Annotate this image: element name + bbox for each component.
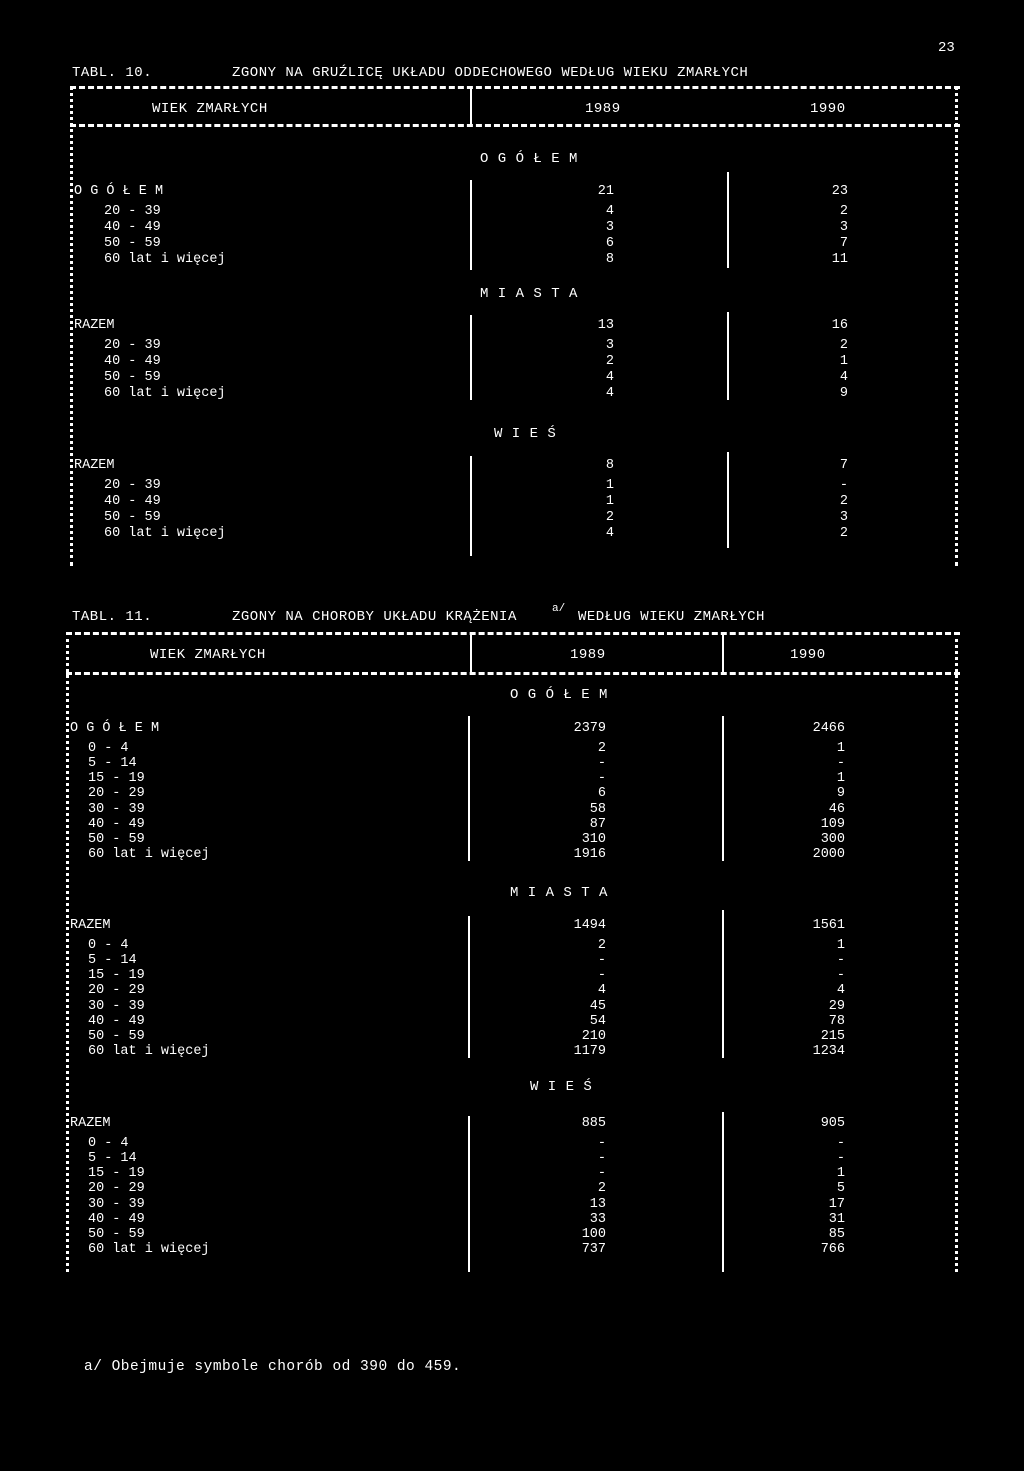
cell-1990: 2466 — [812, 721, 845, 736]
row-label: 0 - 4 — [88, 938, 129, 954]
cell-1990: 9 — [836, 786, 845, 802]
table11-header-1989: 1989 — [570, 647, 606, 663]
cell-1989: 2 — [605, 510, 614, 525]
cell-1990: 23 — [831, 184, 848, 199]
row-label: 50 - 59 — [104, 510, 161, 525]
cell-1989: 58 — [589, 801, 606, 817]
cell-1990: - — [836, 1151, 845, 1167]
row-label: 15 - 19 — [88, 1166, 145, 1182]
row-label: 60 lat i więcej — [104, 386, 226, 401]
row-label: 5 - 14 — [88, 953, 137, 969]
cell-1990: 1 — [839, 354, 848, 369]
row-label: RAZEM — [74, 458, 115, 473]
row-label: 50 - 59 — [104, 370, 161, 385]
cell-1989: - — [597, 771, 606, 787]
row-label: 5 - 14 — [88, 756, 137, 772]
cell-1989: 885 — [581, 1116, 606, 1131]
cell-1989: 210 — [581, 1028, 606, 1044]
row-label: 20 - 29 — [88, 983, 145, 999]
row-label: 30 - 39 — [88, 801, 145, 817]
cell-1990: 2 — [839, 204, 848, 219]
cell-1990: 7 — [839, 458, 848, 473]
cell-1990: - — [839, 478, 848, 493]
table11-header-1990: 1990 — [790, 647, 826, 663]
cell-1989: 45 — [589, 998, 606, 1014]
cell-1990: 215 — [820, 1028, 845, 1044]
row-label: RAZEM — [70, 918, 111, 933]
row-label: 20 - 39 — [104, 338, 161, 353]
cell-1989: - — [597, 1136, 606, 1152]
cell-1989: - — [597, 756, 606, 772]
cell-1989: 6 — [597, 786, 606, 802]
section-heading: W I E Ś — [530, 1079, 593, 1095]
cell-1990: 1 — [836, 741, 845, 757]
cell-1989: 2 — [597, 741, 606, 757]
row-label: O G Ó Ł E M — [70, 721, 160, 736]
cell-1990: 17 — [828, 1196, 845, 1212]
cell-1990: 3 — [839, 510, 848, 525]
cell-1989: 13 — [589, 1196, 606, 1212]
row-label: 40 - 49 — [104, 494, 161, 509]
cell-1989: 1 — [605, 478, 614, 493]
cell-1990: - — [836, 1136, 845, 1152]
table10-header-age: WIEK ZMARŁYCH — [152, 101, 268, 117]
row-label: 20 - 29 — [88, 1181, 145, 1197]
row-label: 50 - 59 — [88, 1226, 145, 1242]
cell-1990: 2 — [839, 526, 848, 541]
cell-1990: 905 — [820, 1116, 845, 1131]
cell-1989: 1 — [605, 494, 614, 509]
cell-1989: - — [597, 953, 606, 969]
row-label: 20 - 29 — [88, 786, 145, 802]
row-label: 30 - 39 — [88, 1196, 145, 1212]
cell-1990: 9 — [839, 386, 848, 401]
cell-1989: 1916 — [573, 846, 606, 862]
cell-1990: 29 — [828, 998, 845, 1014]
row-label: RAZEM — [70, 1116, 111, 1131]
page-number: 23 — [938, 40, 955, 56]
table11-header-age: WIEK ZMARŁYCH — [150, 647, 266, 663]
row-label: 50 - 59 — [88, 831, 145, 847]
cell-1990: 4 — [836, 983, 845, 999]
row-label: 40 - 49 — [104, 354, 161, 369]
footnote: a/ Obejmuje symbole chorób od 390 do 459. — [84, 1359, 462, 1375]
section-heading: M I A S T A — [510, 885, 608, 901]
cell-1989: 4 — [605, 526, 614, 541]
row-label: 60 lat i więcej — [104, 252, 226, 267]
row-label: 20 - 39 — [104, 478, 161, 493]
cell-1990: 46 — [828, 801, 845, 817]
row-label: 15 - 19 — [88, 968, 145, 984]
row-label: 15 - 19 — [88, 771, 145, 787]
cell-1990: 31 — [828, 1211, 845, 1227]
row-label: 40 - 49 — [104, 220, 161, 235]
cell-1989: 54 — [589, 1013, 606, 1029]
cell-1989: 737 — [581, 1241, 606, 1257]
row-label: 40 - 49 — [88, 816, 145, 832]
row-label: 60 lat i więcej — [88, 846, 210, 862]
cell-1989: 4 — [605, 370, 614, 385]
cell-1989: 310 — [581, 831, 606, 847]
cell-1989: 2 — [597, 1181, 606, 1197]
cell-1990: 7 — [839, 236, 848, 251]
row-label: 50 - 59 — [88, 1028, 145, 1044]
cell-1989: 2379 — [573, 721, 606, 736]
cell-1990: 1 — [836, 771, 845, 787]
cell-1989: 4 — [605, 204, 614, 219]
table10-title: ZGONY NA GRUŹLICĘ UKŁADU ODDECHOWEGO WEDŁUG WIEKU ZMARŁYCH — [232, 65, 749, 81]
row-label: 30 - 39 — [88, 998, 145, 1014]
cell-1990: 2 — [839, 494, 848, 509]
row-label: 50 - 59 — [104, 236, 161, 251]
cell-1989: 8 — [605, 458, 614, 473]
cell-1990: - — [836, 953, 845, 969]
cell-1990: - — [836, 756, 845, 772]
row-label: 0 - 4 — [88, 1136, 129, 1152]
table11-title-rest: WEDŁUG WIEKU ZMARŁYCH — [578, 609, 765, 625]
table10-header-1990: 1990 — [810, 101, 846, 117]
cell-1990: 1 — [836, 938, 845, 954]
row-label: 5 - 14 — [88, 1151, 137, 1167]
cell-1989: 6 — [605, 236, 614, 251]
cell-1990: - — [836, 968, 845, 984]
cell-1989: 87 — [589, 816, 606, 832]
section-heading: W I E Ś — [494, 426, 557, 442]
row-label: 20 - 39 — [104, 204, 161, 219]
table10-header-1989: 1989 — [585, 101, 621, 117]
cell-1990: 5 — [836, 1181, 845, 1197]
cell-1989: 4 — [605, 386, 614, 401]
cell-1989: - — [597, 968, 606, 984]
table11-footnote-marker: a/ — [552, 603, 566, 615]
cell-1989: 4 — [597, 983, 606, 999]
table11-title: ZGONY NA CHOROBY UKŁADU KRĄŻENIA — [232, 609, 517, 625]
cell-1990: 1 — [836, 1166, 845, 1182]
cell-1990: 2 — [839, 338, 848, 353]
cell-1990: 3 — [839, 220, 848, 235]
cell-1989: 1179 — [573, 1043, 606, 1059]
cell-1989: 8 — [605, 252, 614, 267]
row-label: 60 lat i więcej — [88, 1043, 210, 1059]
cell-1989: 3 — [605, 338, 614, 353]
cell-1990: 109 — [820, 816, 845, 832]
row-label: 40 - 49 — [88, 1013, 145, 1029]
cell-1989: 21 — [597, 184, 614, 199]
cell-1990: 300 — [820, 831, 845, 847]
cell-1989: 33 — [589, 1211, 606, 1227]
row-label: 60 lat i więcej — [88, 1241, 210, 1257]
cell-1990: 16 — [831, 318, 848, 333]
cell-1989: 13 — [597, 318, 614, 333]
row-label: O G Ó Ł E M — [74, 184, 164, 199]
cell-1990: 78 — [828, 1013, 845, 1029]
section-heading: O G Ó Ł E M — [480, 151, 578, 167]
cell-1989: 2 — [605, 354, 614, 369]
cell-1990: 2000 — [812, 846, 845, 862]
cell-1990: 1234 — [812, 1043, 845, 1059]
section-heading: M I A S T A — [480, 286, 578, 302]
table10-number: TABL. 10. — [72, 65, 153, 81]
cell-1989: 2 — [597, 938, 606, 954]
cell-1990: 11 — [831, 252, 848, 267]
row-label: 0 - 4 — [88, 741, 129, 757]
table11-number: TABL. 11. — [72, 609, 153, 625]
cell-1990: 85 — [828, 1226, 845, 1242]
cell-1989: - — [597, 1151, 606, 1167]
cell-1989: 1494 — [573, 918, 606, 933]
cell-1989: 3 — [605, 220, 614, 235]
cell-1990: 1561 — [812, 918, 845, 933]
row-label: RAZEM — [74, 318, 115, 333]
row-label: 40 - 49 — [88, 1211, 145, 1227]
row-label: 60 lat i więcej — [104, 526, 226, 541]
cell-1990: 4 — [839, 370, 848, 385]
cell-1989: - — [597, 1166, 606, 1182]
cell-1989: 100 — [581, 1226, 606, 1242]
cell-1990: 766 — [820, 1241, 845, 1257]
section-heading: O G Ó Ł E M — [510, 687, 608, 703]
